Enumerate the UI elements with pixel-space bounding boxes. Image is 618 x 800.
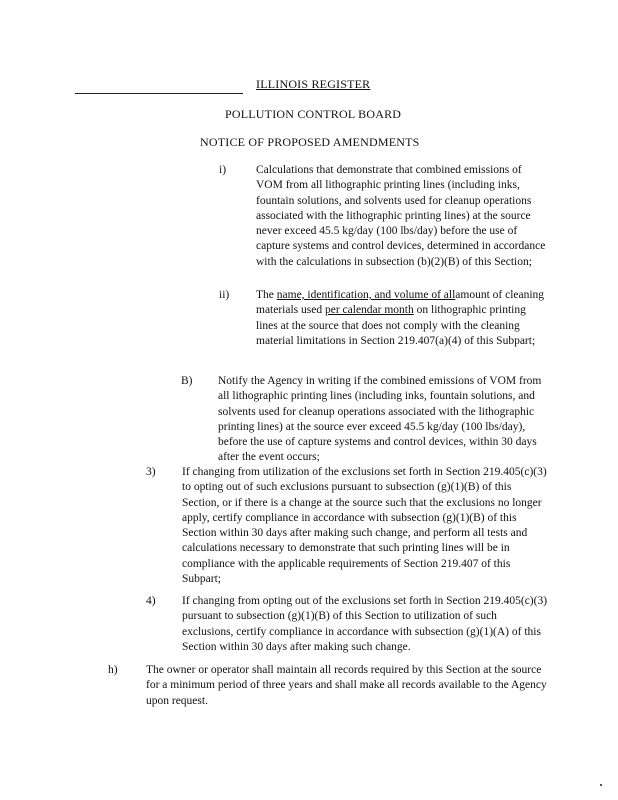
stray-mark (600, 784, 602, 786)
header-rule (75, 93, 243, 94)
item-ii-text (256, 288, 548, 349)
item-ii-underlined-1: name, identification, and volume of all (276, 289, 456, 301)
item-3-text: If changing from utilization of the exclusions set forth in Section 219.405(c)(3) to opting out of such exclusions pursuant to subsection (g)(1)(B) of this Section, or if there is a change at the source such that the exclusions no longer apply, certify compliance in accordance with subsection (g)(1)(B) of this Section within 30 days after making such change, and perform all tests and calculations necessary to demonstrate that such printing lines will be in compliance with the applicable requirements of Section 219.407 of this Subpart; (182, 466, 547, 586)
item-h-text: The owner or operator shall maintain all records required by this Section at the source for a minimum period of three years and shall make all records available to the Agency upon request. (146, 664, 547, 707)
item-B-label: B) (181, 375, 193, 387)
board-title: POLLUTION CONTROL BOARD (225, 107, 402, 121)
item-4-text: If changing from opting out of the exclusions set forth in Section 219.405(c)(3) pursuant to subsection (g)(1)(B) of this Section to utilization of such exclusions, certify compliance in accordance with subsection (g)(1)(A) of this Section within 30 days after making such change. (182, 595, 548, 653)
item-ii-label: ii) (219, 289, 230, 301)
item-ii-pre: The (256, 289, 277, 301)
item-4-label: 4) (146, 595, 156, 607)
item-ii-post: on lithographic printing lines at the source that does not comply with the cleaning material limitations in Section 219.407(a)(4) of this Subpart; (256, 304, 536, 347)
item-ii-underlined-2: per calendar month (324, 304, 414, 317)
register-title: ILLINOIS REGISTER (256, 77, 371, 91)
item-i-text: Calculations that demonstrate that combined emissions of VOM from all lithographic printing lines (including inks, fountain solutions, and solvents used for cleanup operations associated with the lithographic printing lines) at the source never exceed 45.5 kg/day (100 lbs/day) before the use of capture systems and control devices, determined in accordance with the calculations in subsection (b)(2)(B) of this Section; (256, 164, 546, 268)
item-ii-mid: amount of cleaning materials used (256, 289, 545, 317)
item-i-label: i) (219, 164, 227, 176)
item-B-text: Notify the Agency in writing if the combined emissions of VOM from all lithographic printing lines (including inks, fountain solutions, and solvents used for cleanup operations associated with the lithographic printing lines) at the source ever exceed 45.5 kg/day (100 lbs/day), before the use of capture systems and control devices, within 30 days after the event occurs; (218, 375, 542, 464)
item-h-label: h) (108, 664, 118, 676)
item-3-label: 3) (146, 466, 156, 478)
notice-title: NOTICE OF PROPOSED AMENDMENTS (200, 135, 420, 149)
